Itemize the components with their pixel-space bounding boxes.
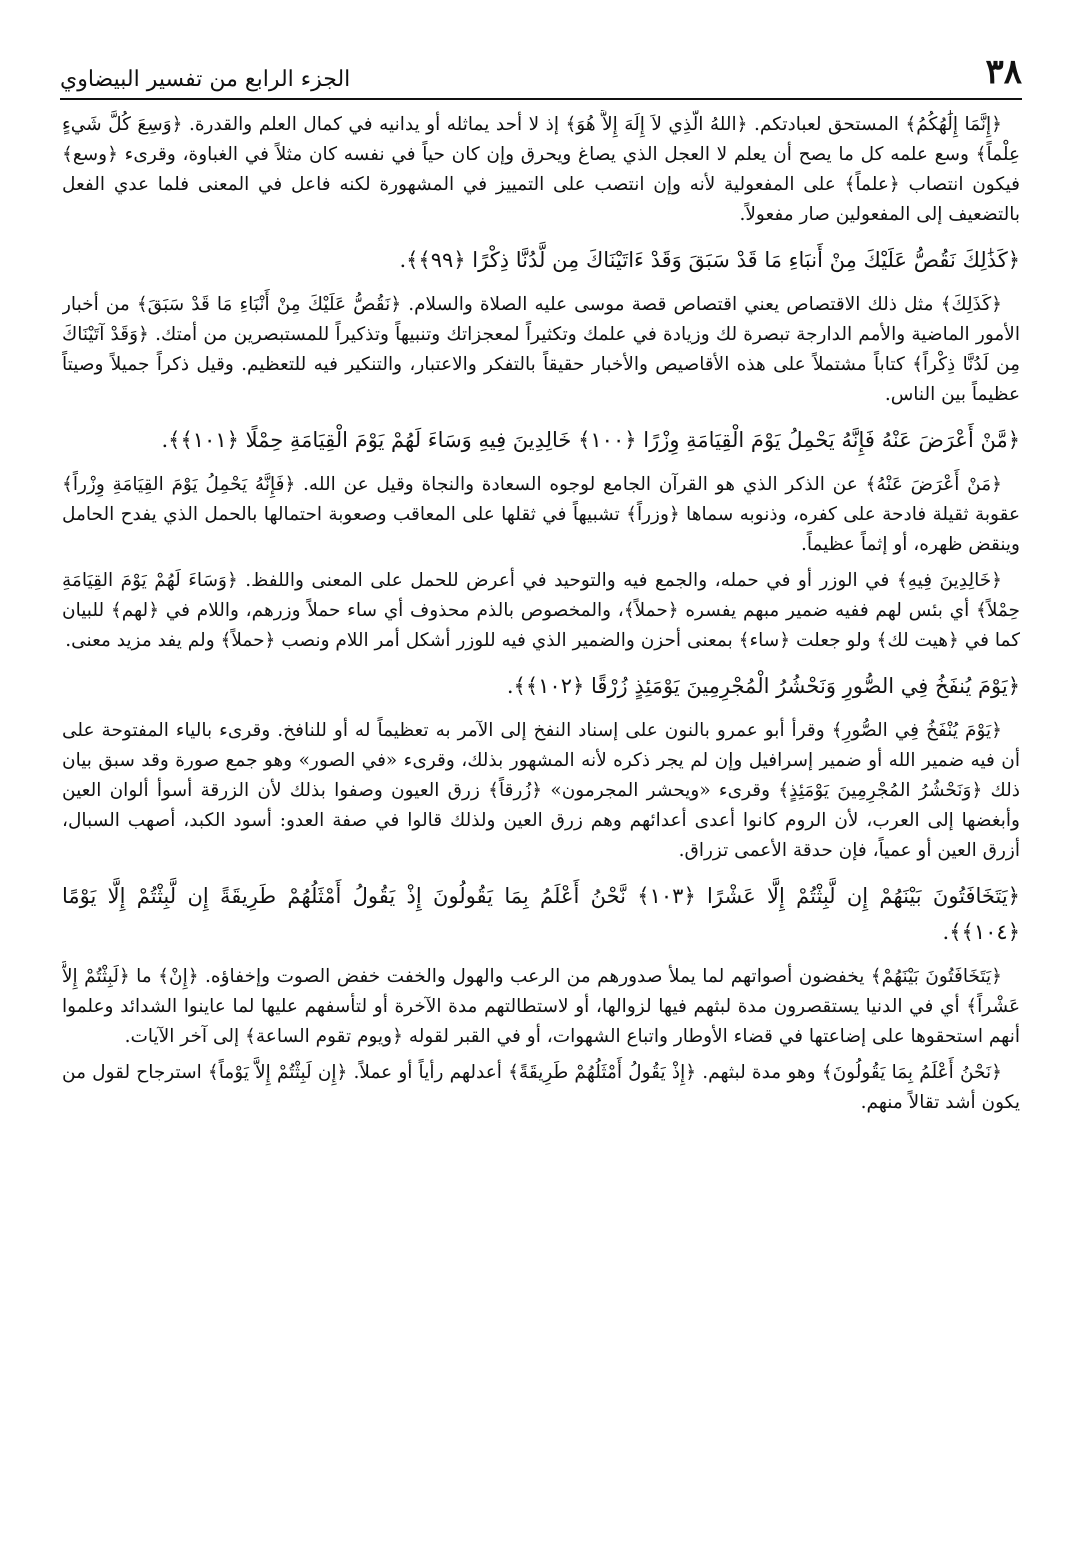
paragraph-5: ﴿يَوْمَ يُنْفَخُ فِي الصُّورِ﴾ وقرأ أبو عمرو بالنون على إسناد النفخ إلى الآمر به تعظيماً له أو للنافخ. وقرىء بالياء المفتوحة على أن فيه ضمير الله أو ضمير إسرافيل وإن لم يجر ذكره لأنه المشهور بذلك، وقرىء «في الصور» وهو جمع صورة وقد سبق بيان ذلك ﴿وَنَحْشُرُ المُجْرِمِينَ يَوْمَئِذٍ﴾ وقرىء «ويحشر المجرمون» ﴿زُرقاً﴾ زرق العيون وصفوا بذلك لأن الزرقة أسوأ ألوان العين وأبغضها إلى العرب، لأن الروم كانوا أعدى أعدائهم وهم زرق العين ولذلك قالوا في صفة العدو: أسود الكبد، أصهب السبال، أزرق العين أو عمياً، فإن حدقة الأعمى تزراق.	[62, 720, 1020, 861]
page-number: ٣٨	[985, 52, 1022, 92]
verse-102: ﴿يَوْمَ يُنفَخُ فِي الصُّورِ وَنَحْشُرُ الْمُجْرِمِينَ يَوْمَئِذٍ زُرْقًا ﴿١٠٢﴾﴾.	[506, 674, 1020, 698]
paragraph-4: ﴿خَالِدِينَ فِيهِ﴾ في الوزر أو في حمله، والجمع فيه والتوحيد في أعرض للحمل على المعنى واللفظ. ﴿وَسَاءَ لَهُمْ يَوْمَ القِيَامَةِ حِمْلاً﴾ أي بئس لهم ففيه ضمير مبهم يفسره ﴿حملاً﴾، والمخصوص بالذم محذوف أي ساء حملاً وزرهم، واللام في ﴿لهم﴾ للبيان كما في ﴿هيت لك﴾ ولو جعلت ﴿ساء﴾ بمعنى أحزن والضمير الذي فيه للوزر أشكل أمر اللام ونصب ﴿حملاً﴾ ولم يفد مزيد معنى.	[62, 570, 1020, 651]
page-header	[60, 38, 1022, 100]
paragraph-3: ﴿مَنْ أَعْرَضَ عَنْهُ﴾ عن الذكر الذي هو القرآن الجامع لوجوه السعادة والنجاة وقيل عن الله. ﴿فَإِنَّهُ يَحْمِلُ يَوْمَ القِيَامَةِ وِزْراً﴾ عقوبة ثقيلة فادحة على كفره، وذنوبه سماها ﴿وزراً﴾ تشبيهاً في ثقلها على المعاقب وصعوبة احتمالها بالحمل الذي يفدح الحامل وينقض ظهره، أو إثماً عظيماً.	[62, 474, 1020, 555]
paragraph-7: ﴿نَحْنُ أَعْلَمُ بِمَا يَقُولُونَ﴾ وهو مدة لبثهم. ﴿إِذْ يَقُولُ أَمْثَلُهُمْ طَرِيقَةً﴾ أعدلهم رأياً أو عملاً. ﴿إِن لَبِثْتُمْ إِلاَّ يَوْماً﴾ استرجاح لقول من يكون أشد تقالاً منهم.	[62, 1062, 1020, 1113]
paragraph-6: ﴿يَتَخَافَتُونَ بَيْنَهُمْ﴾ يخفضون أصواتهم لما يملأ صدورهم من الرعب والهول والخفت خفض الصوت وإخفاؤه. ﴿إِنْ﴾ ما ﴿لَبِثْتُمْ إِلاَّ عَشْراً﴾ أي في الدنيا يستقصرون مدة لبثهم فيها لزوالها، أو لاستطالتهم مدة الآخرة أو لتأسفهم عليها لما عاينوا الشدائد وعلموا أنهم استحقوها على إضاعتها في قضاء الأوطار واتباع الشهوات، أو في القبر لقوله ﴿ويوم تقوم الساعة﴾ إلى آخر الآيات.	[62, 966, 1020, 1047]
paragraph-1: ﴿إِنَّمَا إِلَٰهُكُمُ﴾ المستحق لعبادتكم. ﴿اللهُ الَّذِي لاَ إِلَهَ إِلاَّ هُوَ﴾ إذ لا أحد يماثله أو يدانيه في كمال العلم والقدرة. ﴿وَسِعَ كُلَّ شَيءٍ عِلْماً﴾ وسع علمه كل ما يصح أن يعلم لا العجل الذي يصاغ ويحرق وإن كان حياً في نفسه كان مثلاً في الغباوة، وقرىء ﴿وسع﴾ فيكون انتصاب ﴿علماً﴾ على المفعولية لأنه وإن انتصب على التمييز في المشهورة لكنه فاعل في المعنى فلما عدي الفعل بالتضعيف إلى المفعولين صار مفعولاً.	[62, 114, 1020, 225]
commentary-text	[62, 110, 1020, 1540]
running-title: الجزء الرابع من تفسير البيضاوي	[60, 67, 351, 92]
verse-99: ﴿كَذَٰلِكَ نَقُصُّ عَلَيْكَ مِنْ أَنبَاءِ مَا قَدْ سَبَقَ وَقَدْ ءَاتَيْنَاكَ مِن لَّدُنَّا ذِكْرًا ﴿٩٩﴾﴾.	[399, 248, 1020, 272]
verse-103-104: ﴿يَتَخَافَتُونَ بَيْنَهُمْ إِن لَّبِثْتُمْ إِلَّا عَشْرًا ﴿١٠٣﴾ نَّحْنُ أَعْلَمُ بِمَا يَقُولُونَ إِذْ يَقُولُ أَمْثَلُهُمْ طَرِيقَةً إِن لَّبِثْتُمْ إِلَّا يَوْمًا ﴿١٠٤﴾﴾.	[62, 884, 1020, 944]
verse-100-101: ﴿مَّنْ أَعْرَضَ عَنْهُ فَإِنَّهُ يَحْمِلُ يَوْمَ الْقِيَامَةِ وِزْرًا ﴿١٠٠﴾ خَالِدِينَ فِيهِ وَسَاءَ لَهُمْ يَوْمَ الْقِيَامَةِ حِمْلًا ﴿١٠١﴾﴾.	[161, 428, 1020, 452]
paragraph-2: ﴿كَذَلِكَ﴾ مثل ذلك الاقتصاص يعني اقتصاص قصة موسى عليه الصلاة والسلام. ﴿نَقُصُّ عَلَيْكَ مِنْ أَنْبَاءِ مَا قَدْ سَبَقَ﴾ من أخبار الأمور الماضية والأمم الدارجة تبصرة لك وزيادة في علمك وتكثيراً لمعجزاتك وتنبيهاً وتذكيراً للمستبصرين من أمتك. ﴿وَقَدْ آتَيْنَاكَ مِن لَدُنَّا ذِكْراً﴾ كتاباً مشتملاً على هذه الأقاصيص والأخبار حقيقاً بالتفكر والاعتبار، والتنكير فيه للتعظيم. وقيل ذكراً جميلاً وصيتاً عظيماً بين الناس.	[62, 294, 1020, 405]
